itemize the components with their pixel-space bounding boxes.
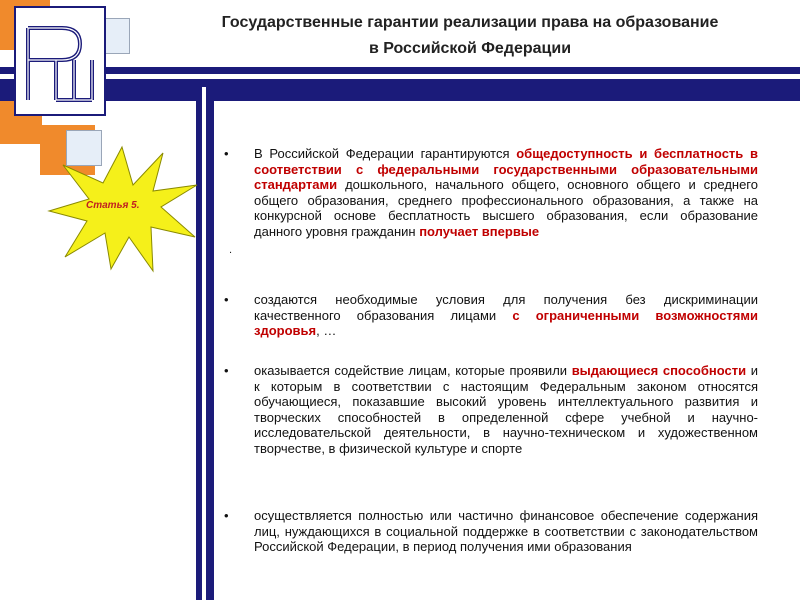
text-segment: осуществляется полностью или частично финансовое обеспечение содержания лиц, нуждающихся в социальной поддержке в соответствии с законодательством Российской Федерации, в период получения ими образования [254,508,758,554]
text-segment: дошкольного, начального общего, основного общего и среднего общего образования, среднего профессионального образования, а также на конкурсной основе бесплатность высшего образования, если образование данного уровня гражданин [254,177,758,239]
text-segment: создаются необходимые условия для получения без дискриминации качественного образования лицами [254,292,758,323]
text-segment: В Российской Федерации гарантируются [254,146,517,161]
list-item-text [254,292,758,339]
highlight-text: получает впервые [419,223,540,239]
bullet-marker: • [224,508,229,523]
list-item-text [254,508,758,555]
hse-logo-icon [16,8,104,114]
list-item-text [254,363,758,456]
list-item-text [254,146,758,239]
text-segment: оказывается содействие лицам, которые проявили [254,363,572,378]
page-title-line-2: в Российской Федерации [368,40,572,57]
header-band-stripe [0,74,800,79]
hse-logo [14,6,106,116]
page-title-line-1: Государственные гарантии реализации права на образование [221,14,719,31]
highlight-text: с ограниченными возможностями здоровья [254,307,758,338]
text-segment: и к которым в соответствии с настоящим Федеральным законом относятся обучающиеся, показавшие высокий уровень интеллектуального развития и творческих способностей в определенной сфере учебной и научно-исследовательской деятельности, в научно-техническом и художественном творчестве, в физической культуре и спорте [254,363,759,456]
highlight-text: общедоступность и бесплатность в соответствии с федеральными государственными образовательными стандартами [254,146,758,192]
list-item [224,508,758,555]
bullet-marker: • [224,292,229,307]
list-item [224,292,758,339]
stray-dot: . [229,244,233,256]
bullet-marker: • [224,363,229,378]
list-item [224,363,759,456]
highlight-text: выдающиеся способности [571,363,747,378]
list-item [224,146,758,239]
left-vertical-band-stripe [202,87,206,600]
article-label: Статья 5. [86,200,140,211]
header-band-lower [0,87,800,101]
bullet-marker: • [224,146,229,161]
text-segment: , … [316,323,337,338]
